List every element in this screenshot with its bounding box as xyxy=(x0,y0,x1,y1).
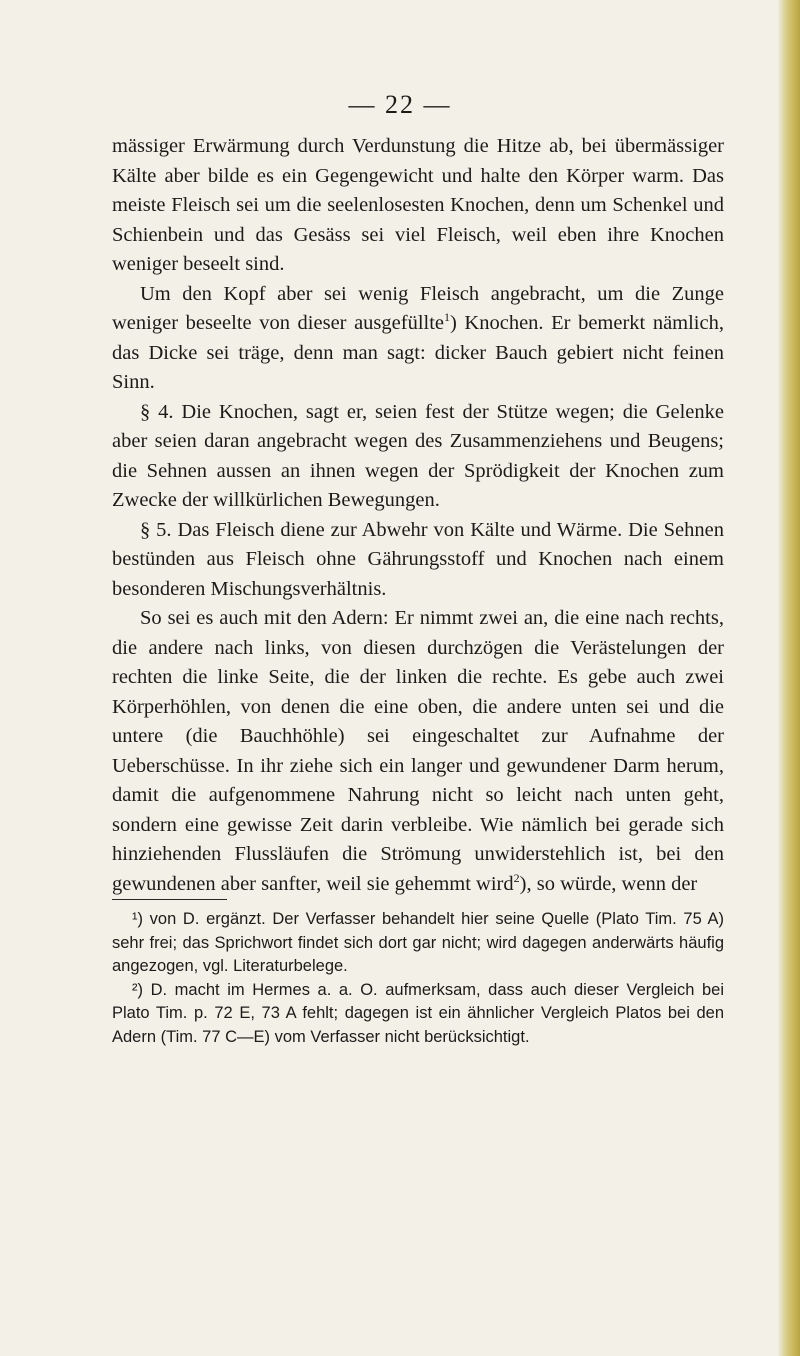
body-text xyxy=(112,132,724,899)
footnote-2-text: D. macht im Hermes a. a. O. aufmerksam, dass auch dieser Vergleich bei Plato Tim. p. 72 E, 73 A fehlt; dagegen ist ein ähnlicher Vergleich Platos bei den Adern (Tim. 77 C—E) vom Verfasser nicht berücksichtigt. xyxy=(112,980,724,1046)
footnote-divider xyxy=(112,899,227,900)
paragraph-2 xyxy=(112,280,724,398)
footnote-ref-2: 2 xyxy=(513,870,520,885)
paragraph-1: mässiger Erwärmung durch Verdunstung die Hitze ab, bei übermässiger Kälte aber bilde es ein Gegengewicht und halte den Körper warm. Das meiste Fleisch sei um die seelenlosesten Knochen, denn um Schenkel und Schienbein und das Gesäss sei viel Fleisch, weil eben ihre Knochen weniger beseelt sind. xyxy=(112,135,724,275)
paragraph-2-text-cont: ) Knochen. Er bemerkt nämlich, das Dicke sei träge, denn man sagt: dicker Bauch gebiert nicht feinen Sinn. xyxy=(112,312,724,393)
paragraph-5-text-cont: ), so würde, wenn der xyxy=(519,872,698,895)
paragraph-4: § 5. Das Fleisch diene zur Abwehr von Kälte und Wärme. Die Sehnen bestünden aus Fleisch ohne Gährungsstoff und Knochen nach einem besonderen Mischungsverhältnis. xyxy=(112,518,724,600)
page-edge xyxy=(778,0,800,1356)
footnote-2 xyxy=(112,979,724,1050)
paragraph-3: § 4. Die Knochen, sagt er, seien fest der Stütze wegen; die Gelenke aber seien daran angebracht wegen des Zusammenziehens und Beugens; die Sehnen aussen an ihnen wegen der Sprödigkeit der Knochen zum Zwecke der willkürlichen Bewegungen. xyxy=(112,400,724,511)
footnote-1-marker: ¹) xyxy=(132,910,143,928)
footnote-1 xyxy=(112,908,724,979)
footnote-1-text: von D. ergänzt. Der Verfasser behandelt hier seine Quelle (Plato Tim. 75 A) sehr frei; das Sprichwort findet sich dort gar nicht; wird dagegen anderwärts häufig angezogen, vgl. Literaturbelege. xyxy=(112,910,724,975)
page-number: — 22 — xyxy=(348,90,452,119)
footnotes xyxy=(112,908,724,1049)
paragraph-2-text: Um den Kopf aber sei wenig Fleisch angebracht, um die Zunge weniger beseelte von dieser ausgefüllte xyxy=(112,282,724,334)
paragraph-5 xyxy=(112,604,724,899)
footnote-ref-1: 1 xyxy=(444,310,451,325)
footnote-2-marker: ²) xyxy=(132,980,143,999)
paragraph-5-text: So sei es auch mit den Adern: Er nimmt zwei an, die eine nach rechts, die andere nach links, von diesen durchzögen die Verästelungen der rechten die linke Seite, die der linken die rechte. Es gebe auch zwei Körperhöhlen, von denen die eine oben, die andere unten sei und die untere (die Bauchhöhle) sei eingeschaltet zur Aufnahme der Ueberschüsse. In ihr ziehe sich ein langer und gewundener Darm herum, damit die aufgenommene Nahrung nicht so leicht nach unten geht, sondern eine gewisse Zeit darin verbleibe. Wie nämlich bei gerade sich hinziehenden Flussläufen die Strömung unwiderstehlich ist, bei den gewundenen aber sanfter, weil sie gehemmt wird xyxy=(112,607,724,895)
